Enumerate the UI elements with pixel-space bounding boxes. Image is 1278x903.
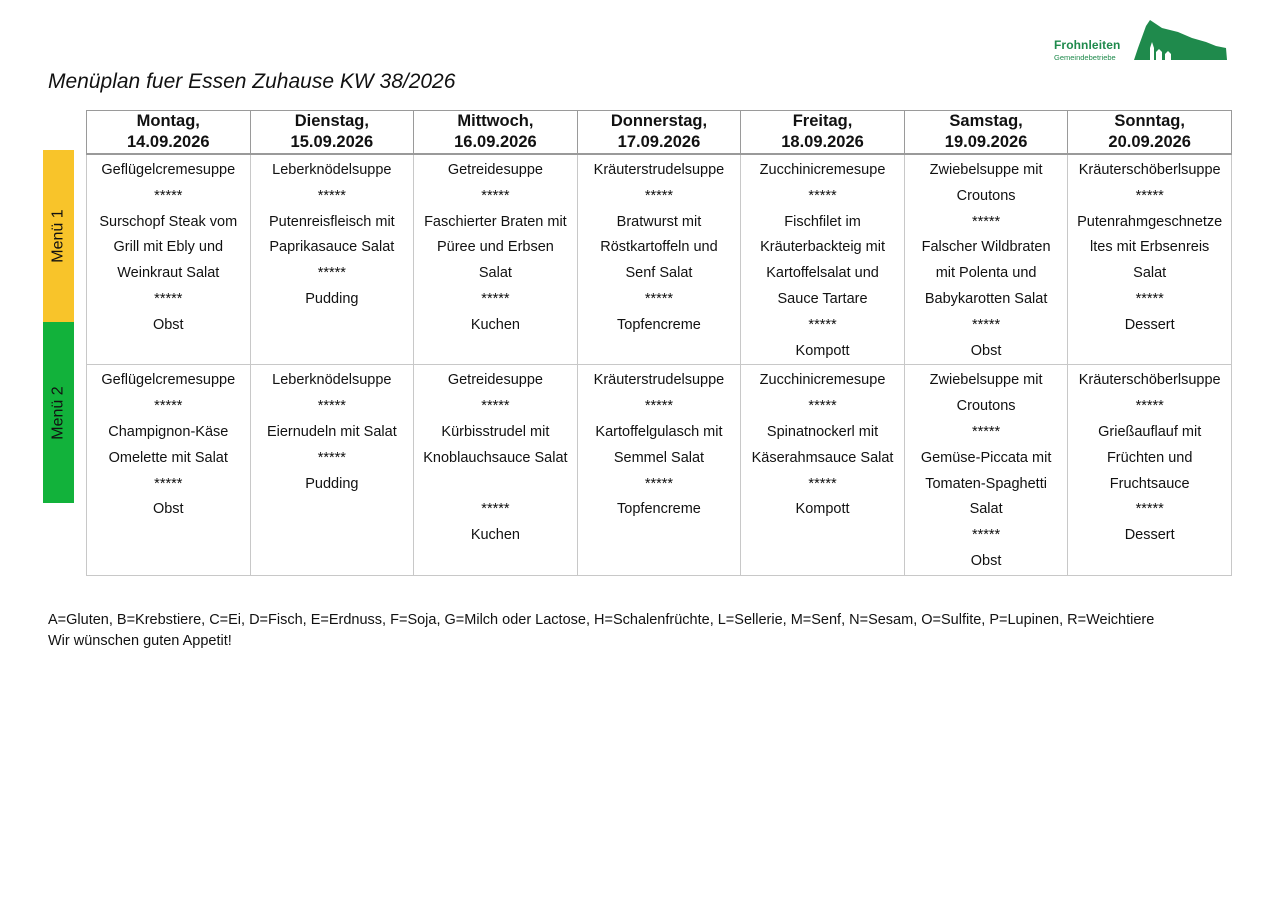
menu-line: ***** <box>481 187 510 204</box>
menu-line: Pudding <box>305 290 359 307</box>
menu-line: Putenreisfleisch mit <box>268 213 395 230</box>
menu-line: Obst <box>970 342 1002 359</box>
menu-line: Faschierter Braten mit <box>424 213 567 230</box>
menu-line: Zucchinicremesupe <box>759 372 886 389</box>
menu-line: ***** <box>154 398 183 415</box>
menu-line: Salat <box>478 265 512 282</box>
menu-line: Früchten und <box>1106 449 1193 466</box>
menu-cell <box>250 365 414 575</box>
menu-line: Kräuterstrudelsuppe <box>593 162 725 178</box>
menu-cell <box>904 154 1068 365</box>
menu-line: Omelette mit Salat <box>108 449 228 466</box>
menu-line: Obst <box>152 316 184 333</box>
menu-2-row <box>87 365 1232 575</box>
menu-cell <box>741 365 905 575</box>
menu-line: Kuchen <box>470 527 520 544</box>
menu-line: Leberknödelsuppe <box>272 372 392 389</box>
menu-line: ***** <box>481 501 510 518</box>
menu-line: Salat <box>969 501 1003 518</box>
menu-line: ***** <box>317 398 346 415</box>
menu-line: ***** <box>1135 501 1164 518</box>
menu-line: ***** <box>808 475 837 492</box>
day-header: Samstag, 19.09.2026 <box>904 111 1068 155</box>
menu-cell <box>87 365 251 575</box>
menu-line: Kompott <box>795 501 850 518</box>
menu-line: Sauce Tartare <box>777 290 868 307</box>
menu-line: Tomaten-Spaghetti <box>925 475 1047 492</box>
menu-line: Zucchinicremesupe <box>759 162 886 178</box>
menu-line: Geflügelcremesuppe <box>101 372 236 389</box>
menu-line: Kräuterschöberlsuppe <box>1078 162 1221 178</box>
menu-line: ***** <box>154 475 183 492</box>
menu-line: Kuchen <box>470 316 520 333</box>
day-header: Dienstag, 15.09.2026 <box>250 111 414 155</box>
menu-cell <box>250 154 414 365</box>
menu-line: ***** <box>808 187 837 204</box>
menu-line: Paprikasauce Salat <box>269 239 395 256</box>
menu-line: ***** <box>971 527 1001 544</box>
menu-line: Topfencreme <box>617 501 701 518</box>
menu-line: Kürbisstrudel mit <box>441 423 550 440</box>
menu-cell <box>1068 154 1232 365</box>
logo-subtitle: Gemeindebetriebe <box>1054 53 1116 62</box>
menu-cell <box>87 154 251 365</box>
menu-line: Knoblauchsauce Salat <box>423 449 568 466</box>
menu-line: Salat <box>1133 265 1167 282</box>
menu-line: ***** <box>644 475 674 492</box>
menu-line: Fischfilet im <box>784 213 861 230</box>
menu-line: Zwiebelsuppe mit <box>929 372 1043 389</box>
menu-line: Semmel Salat <box>613 449 705 466</box>
day-header: Donnerstag, 17.09.2026 <box>577 111 741 155</box>
menu-line: ***** <box>971 213 1001 230</box>
menu-line: ***** <box>154 290 183 307</box>
menu-line: Getreidesuppe <box>447 372 543 389</box>
menu-line: Croutons <box>956 398 1016 415</box>
day-header: Freitag, 18.09.2026 <box>741 111 905 155</box>
menu-line: ***** <box>1135 398 1164 415</box>
menu-line: Topfencreme <box>617 316 701 333</box>
menu-line: ***** <box>154 187 183 204</box>
day-header: Sonntag, 20.09.2026 <box>1068 111 1232 155</box>
menu-line: ***** <box>644 290 674 307</box>
menu-line: ltes mit Erbsenreis <box>1090 239 1210 256</box>
menu-line: Croutons <box>956 187 1016 204</box>
menu-line: Champignon-Käse <box>108 423 229 440</box>
page-title: Menüplan fuer Essen Zuhause KW 38/2026 <box>48 70 456 93</box>
menu-table <box>86 110 1232 576</box>
menu-line: ***** <box>808 398 837 415</box>
menu-line: Gemüse-Piccata mit <box>920 449 1052 466</box>
menu-cell <box>577 365 741 575</box>
menu-line: ***** <box>808 316 837 333</box>
menu-line: Spinatnockerl mit <box>766 423 879 440</box>
allergen-legend: A=Gluten, B=Krebstiere, C=Ei, D=Fisch, E=Erdnuss, F=Soja, G=Milch oder Lactose, H=Schalenfrüchte, L=Sellerie, M=Senf, N=Sesam, O=Sulfite, P=Lupinen, R=Weichtiere <box>48 612 1155 628</box>
menu-line: Käserahmsauce Salat <box>751 449 894 466</box>
menu-line: Putenrahmgeschnetze <box>1077 213 1223 230</box>
day-header: Mittwoch, 16.09.2026 <box>414 111 578 155</box>
menu-cell <box>904 365 1068 575</box>
menu-line: Püree und Erbsen <box>436 239 554 256</box>
menu-line: ***** <box>317 187 346 204</box>
menu-line: Surschopf Steak vom <box>99 213 238 230</box>
menu-line: ***** <box>481 290 510 307</box>
menu-line: Eiernudeln mit Salat <box>266 423 397 440</box>
menu-line: ***** <box>971 316 1001 333</box>
menu-line: Röstkartoffeln und <box>600 239 718 256</box>
menu-cell <box>414 365 578 575</box>
menu-line: Pudding <box>305 475 359 492</box>
logo <box>1052 18 1230 68</box>
menu-line: ***** <box>317 449 346 466</box>
menu-line: Kompott <box>795 342 850 359</box>
town-silhouette-icon <box>1132 18 1228 66</box>
menu-line: Kartoffelsalat und <box>766 265 879 282</box>
menu-line: Kräuterbackteig mit <box>760 239 885 256</box>
menu-line: Kräuterstrudelsuppe <box>593 372 725 389</box>
menu-line: Obst <box>152 501 184 518</box>
menu-1-row <box>87 154 1232 365</box>
menu-line: Obst <box>970 552 1002 569</box>
menu-line: Fruchtsauce <box>1109 475 1190 492</box>
greeting-text: Wir wünschen guten Appetit! <box>48 633 232 649</box>
menu-line: Dessert <box>1124 527 1175 544</box>
menu-line: ***** <box>1135 290 1164 307</box>
menu-line: ***** <box>317 265 346 282</box>
menu-line: ***** <box>481 398 510 415</box>
menu-line: Babykarotten Salat <box>924 290 1048 307</box>
menu-cell <box>1068 365 1232 575</box>
menu-line: Getreidesuppe <box>447 162 543 178</box>
menu-line: mit Polenta und <box>935 265 1037 282</box>
menu-line <box>414 472 577 498</box>
menu-line: Leberknödelsuppe <box>272 162 392 178</box>
menu-line: Senf Salat <box>625 265 693 282</box>
menu-line: ***** <box>644 398 674 415</box>
menu-line: Weinkraut Salat <box>117 265 220 282</box>
menu-line: Bratwurst mit <box>616 213 702 230</box>
menu-1-label: Menü 1 <box>43 150 74 322</box>
day-header: Montag, 14.09.2026 <box>87 111 251 155</box>
menu-line: ***** <box>971 423 1001 440</box>
menu-line: Grill mit Ebly und <box>113 239 224 256</box>
menu-cell <box>414 154 578 365</box>
menu-line: Grießauflauf mit <box>1098 423 1202 440</box>
menu-cell <box>741 154 905 365</box>
menu-line: Falscher Wildbraten <box>921 239 1051 256</box>
menu-line: Geflügelcremesuppe <box>101 162 236 178</box>
menu-line: ***** <box>644 187 674 204</box>
header-row <box>87 111 1232 155</box>
menu-line: Kräuterschöberlsuppe <box>1078 372 1221 389</box>
menu-line: Zwiebelsuppe mit <box>929 162 1043 178</box>
menu-line: Kartoffelgulasch mit <box>595 423 723 440</box>
menu-line: Dessert <box>1124 316 1175 333</box>
logo-name: Frohnleiten <box>1054 38 1121 52</box>
menu-line: ***** <box>1135 187 1164 204</box>
menu-cell <box>577 154 741 365</box>
menu-2-label: Menü 2 <box>43 322 74 503</box>
